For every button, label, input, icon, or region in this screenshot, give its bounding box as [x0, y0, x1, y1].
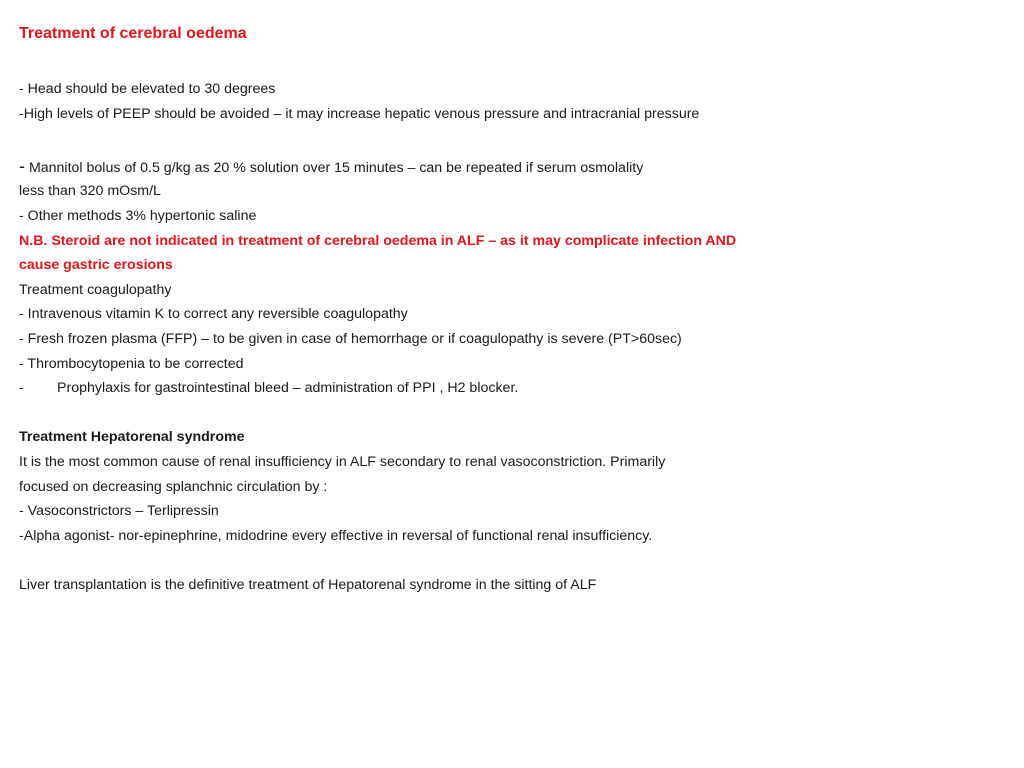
bullet-vitamin-k: - Intravenous vitamin K to correct any reversible coagulopathy [19, 306, 408, 322]
bullet-hypertonic-saline: - Other methods 3% hypertonic saline [19, 208, 257, 224]
slide-title: Treatment of cerebral oedema [19, 25, 247, 42]
bullet-head-elevation: - Head should be elevated to 30 degrees [19, 81, 276, 97]
bullet-ffp: - Fresh frozen plasma (FFP) – to be given in case of hemorrhage or if coagulopathy is severe (PT>60sec) [19, 331, 682, 347]
heading-hepatorenal: Treatment Hepatorenal syndrome [19, 429, 245, 445]
bullet-thrombocytopenia: - Thrombocytopenia to be corrected [19, 356, 244, 372]
bullet-mannitol [19, 157, 643, 177]
bullet-dash: - [19, 156, 25, 176]
para-liver-transplantation: Liver transplantation is the definitive treatment of Hepatorenal syndrome in the sitting of ALF [19, 577, 597, 593]
note-steroid: N.B. Steroid are not indicated in treatment of cerebral oedema in ALF – as it may complicate infection AND [19, 233, 737, 249]
bullet-alpha-agonist: -Alpha agonist- nor-epinephrine, midodrine every effective in reversal of functional renal insufficiency. [19, 528, 653, 544]
heading-coagulopathy: Treatment coagulopathy [19, 282, 172, 298]
bullet-prophylaxis [19, 379, 518, 397]
bullet-vasoconstrictors: - Vasoconstrictors – Terlipressin [19, 503, 219, 519]
para-hepatorenal: It is the most common cause of renal insufficiency in ALF secondary to renal vasoconstriction. Primarily [19, 454, 666, 470]
bullet-mannitol-cont: less than 320 mOsm/L [19, 183, 161, 199]
bullet-dash: - [19, 380, 24, 396]
para-hepatorenal-cont: focused on decreasing splanchnic circulation by : [19, 479, 328, 495]
bullet-prophylaxis-text: Prophylaxis for gastrointestinal bleed – administration of PPI , H2 blocker. [57, 380, 519, 396]
note-steroid-cont: cause gastric erosions [19, 257, 173, 273]
bullet-peep: -High levels of PEEP should be avoided – it may increase hepatic venous pressure and intracranial pressure [19, 106, 700, 122]
bullet-mannitol-text: Mannitol bolus of 0.5 g/kg as 20 % solution over 15 minutes – can be repeated if serum osmolality [25, 160, 644, 176]
